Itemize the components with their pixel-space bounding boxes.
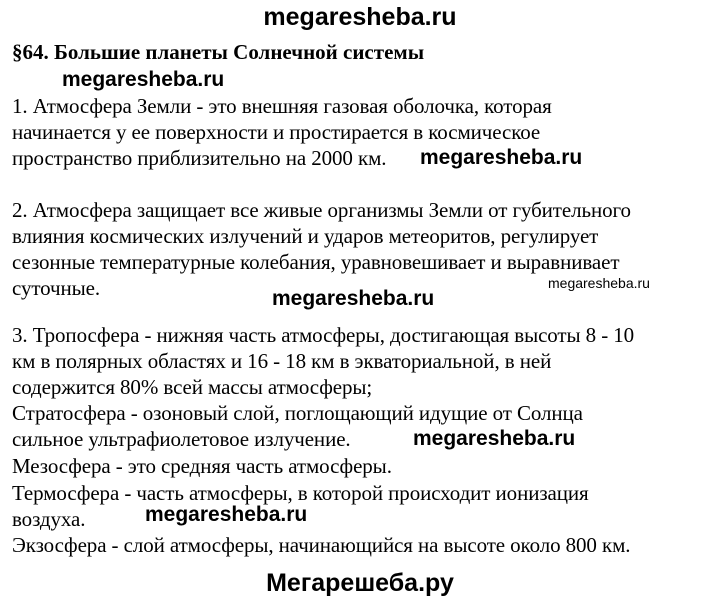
text-line: содержится 80% всей массы атмосферы; xyxy=(12,375,373,399)
section-title: §64. Большие планеты Солнечной системы xyxy=(12,40,425,64)
footer-watermark: Мегарешеба.ру xyxy=(266,569,454,597)
text-line: воздуха. xyxy=(12,507,86,531)
text-line: сезонные температурные колебания, уравновешивает и выравнивает xyxy=(12,250,620,274)
text-line: сильное ультрафиолетовое излучение. xyxy=(12,427,351,451)
text-line: влияния космических излучений и ударов метеоритов, регулирует xyxy=(12,224,599,248)
text-line: 3. Тропосфера - нижняя часть атмосферы, достигающая высоты 8 - 10 xyxy=(12,323,635,347)
inline-watermark: megaresheba.ru xyxy=(62,68,225,91)
text-line: Мезосфера - это средняя часть атмосферы. xyxy=(12,454,392,478)
text-line: начинается у ее поверхности и простирается в космическое xyxy=(12,120,541,144)
text-line: км в полярных областях и 16 - 18 км в экваториальной, в ней xyxy=(12,349,552,373)
inline-watermark: megaresheba.ru xyxy=(413,427,576,450)
text-line: суточные. xyxy=(12,276,100,300)
text-line: 2. Атмосфера защищает все живые организмы Земли от губительного xyxy=(12,198,631,222)
text-line: 1. Атмосфера Земли - это внешняя газовая оболочка, которая xyxy=(12,94,552,118)
text-line: пространство приблизительно на 2000 км. xyxy=(12,146,387,170)
text-line: Термосфера - часть атмосферы, в которой происходит ионизация xyxy=(12,481,589,505)
text-line: Экзосфера - слой атмосферы, начинающийся на высоте около 800 км. xyxy=(12,533,631,557)
inline-watermark: megaresheba.ru xyxy=(420,146,583,169)
small-watermark: megaresheba.ru xyxy=(548,275,650,291)
header-watermark: megaresheba.ru xyxy=(263,3,457,31)
text-line: Стратосфера - озоновый слой, поглощающий идущие от Солнца xyxy=(12,401,583,425)
inline-watermark: megaresheba.ru xyxy=(145,503,308,526)
inline-watermark: megaresheba.ru xyxy=(272,287,435,310)
